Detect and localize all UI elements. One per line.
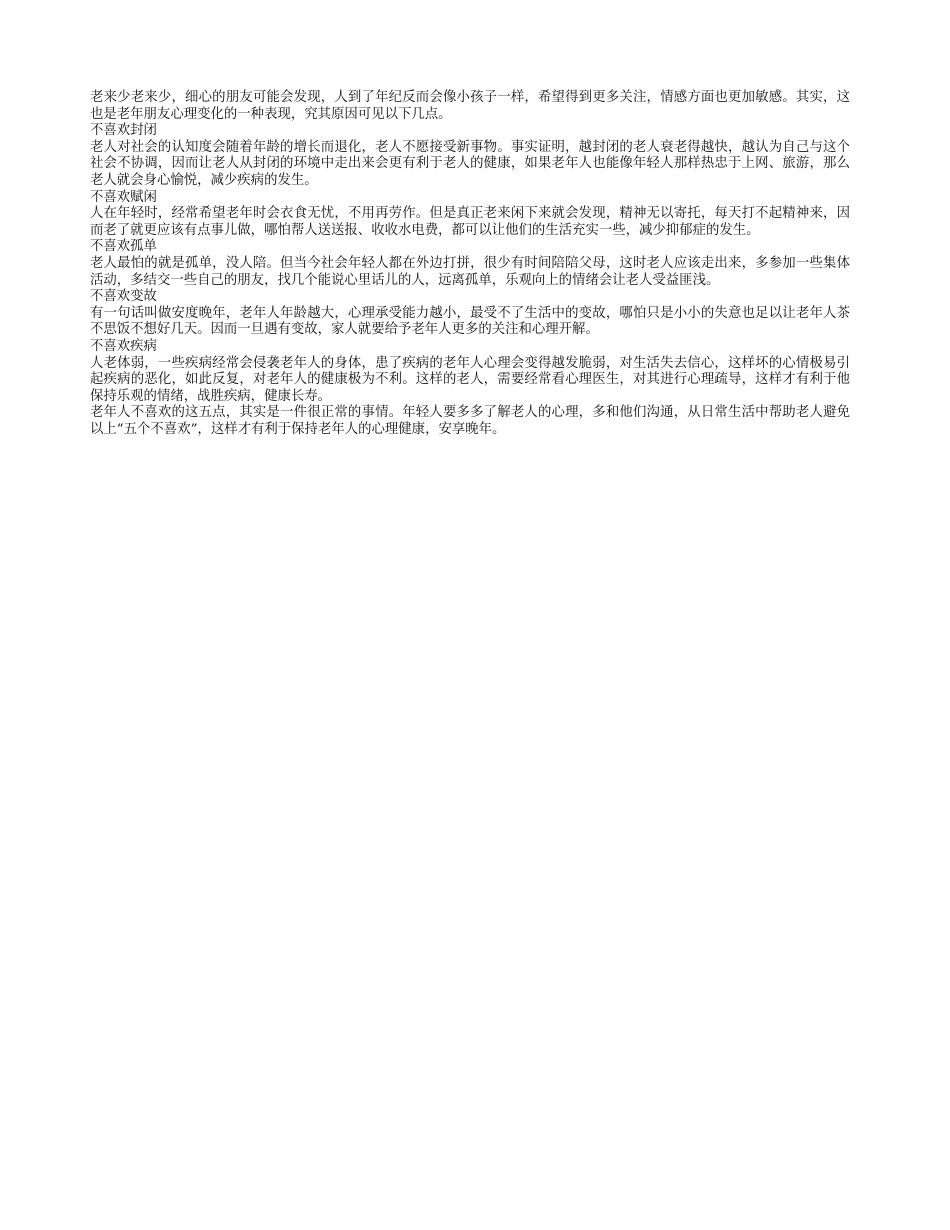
section-heading-lonely: 不喜欢孤单 <box>90 239 157 255</box>
section-body-illness: 人老体弱，一些疾病经常会侵袭老年人的身体，患了疾病的老年人心理会变得越发脆弱，对生活失去信心，这样坏的心情极易引起疾病的恶化，如此反复，对老年人的健康极为不利。这样的老人，需要经常看心理医生，对其进行心理疏导，这样才有利于他保持乐观的情绪，战胜疾病，健康长寿。 <box>90 355 850 404</box>
section-heading-idle: 不喜欢赋闲 <box>90 189 157 205</box>
section-body-change: 有一句话叫做安度晚年，老年人年龄越大，心理承受能力越小，最受不了生活中的变故，哪怕只是小小的失意也足以让老年人茶不思饭不想好几天。因而一旦遇有变故，家人就要给予老年人更多的关注和心理开解。 <box>90 305 850 338</box>
section-heading-change: 不喜欢变故 <box>90 289 157 305</box>
section-heading-closed: 不喜欢封闭 <box>90 123 157 139</box>
conclusion-paragraph: 老年人不喜欢的这五点，其实是一件很正常的事情。年轻人要多多了解老人的心理，多和他们沟通，从日常生活中帮助老人避免以上“五个不喜欢”，这样才有利于保持老年人的心理健康，安享晚年。 <box>90 405 850 437</box>
section-heading-illness: 不喜欢疾病 <box>90 338 157 354</box>
intro-paragraph: 老来少老来少，细心的朋友可能会发现，人到了年纪反而会像小孩子一样，希望得到更多关注，情感方面也更加敏感。其实，这也是老年朋友心理变化的一种表现，究其原因可见以下几点。 <box>90 90 850 122</box>
section-body-idle: 人在年轻时，经常希望老年时会衣食无忧，不用再劳作。但是真正老来闲下来就会发现，精神无以寄托，每天打不起精神来，因而老了就更应该有点事儿做，哪怕帮人送送报、收收水电费，都可以让他们的生活充实一些，减少抑郁症的发生。 <box>90 206 850 238</box>
section-body-lonely: 老人最怕的就是孤单，没人陪。但当今社会年轻人都在外边打拼，很少有时间陪陪父母，这时老人应该走出来，多参加一些集体活动，多结交一些自己的朋友，找几个能说心里话儿的人，远离孤单，乐观向上的情绪会让老人受益匪浅。 <box>90 255 850 288</box>
document-page <box>90 90 850 438</box>
section-body-closed: 老人对社会的认知度会随着年龄的增长而退化，老人不愿接受新事物。事实证明，越封闭的老人衰老得越快，越认为自己与这个社会不协调，因而让老人从封闭的环境中走出来会更有利于老人的健康，如果老年人也能像年轻人那样热忠于上网、旅游，那么老人就会身心愉悦，减少疾病的发生。 <box>90 139 850 188</box>
